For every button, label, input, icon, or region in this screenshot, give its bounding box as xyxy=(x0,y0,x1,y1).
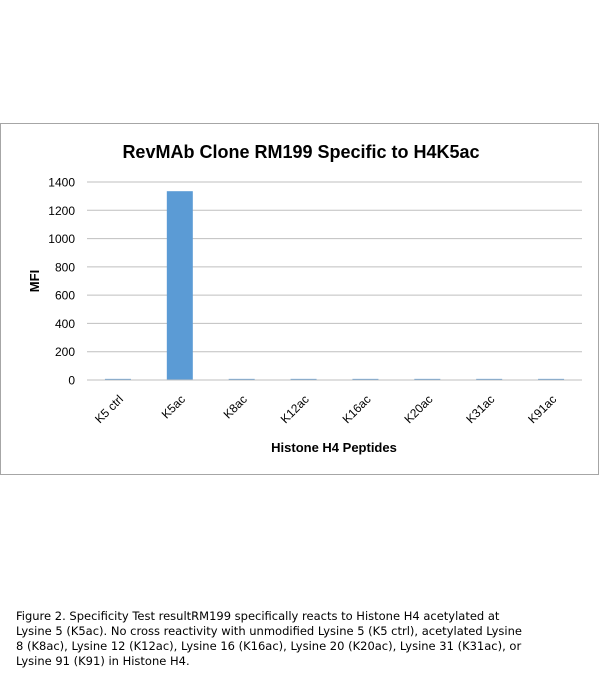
figure-caption xyxy=(16,609,576,669)
x-axis-label: Histone H4 Peptides xyxy=(271,440,397,455)
caption-line: Lysine 5 (K5ac). No cross reactivity with unmodified Lysine 5 (K5 ctrl), acetylated Lysine xyxy=(16,624,522,638)
x-tick-label: K12ac xyxy=(277,392,312,427)
x-tick-label: K8ac xyxy=(220,392,250,422)
y-tick-label: 200 xyxy=(54,345,75,360)
x-tick-label: K91ac xyxy=(525,392,560,427)
bar-k5ac xyxy=(167,191,193,380)
x-tick-label: K5ac xyxy=(158,392,188,422)
y-tick-label: 0 xyxy=(68,373,75,388)
x-tick-label: K5 ctrl xyxy=(92,392,127,427)
y-tick-label: 400 xyxy=(54,316,75,331)
y-tick-label: 800 xyxy=(54,260,75,275)
caption-line: Figure 2. Specificity Test resultRM199 specifically reacts to Histone H4 acetylated at xyxy=(16,609,500,623)
caption-line: 8 (K8ac), Lysine 12 (K12ac), Lysine 16 (K16ac), Lysine 20 (K20ac), Lysine 31 (K31ac), or xyxy=(16,639,522,653)
y-tick-label: 1400 xyxy=(48,175,75,190)
chart-title: RevMAb Clone RM199 Specific to H4K5ac xyxy=(122,142,480,162)
y-tick-label: 1200 xyxy=(48,203,75,218)
y-axis-label: MFI xyxy=(27,269,42,293)
caption-line: Lysine 91 (K91) in Histone H4. xyxy=(16,654,190,668)
x-tick-label: K16ac xyxy=(339,392,374,427)
x-tick-label: K20ac xyxy=(401,392,436,427)
y-tick-label: 1000 xyxy=(48,232,75,247)
x-tick-label: K31ac xyxy=(463,392,498,427)
y-tick-label: 600 xyxy=(54,288,75,303)
bar-chart xyxy=(1,124,600,476)
chart-container xyxy=(0,123,599,475)
